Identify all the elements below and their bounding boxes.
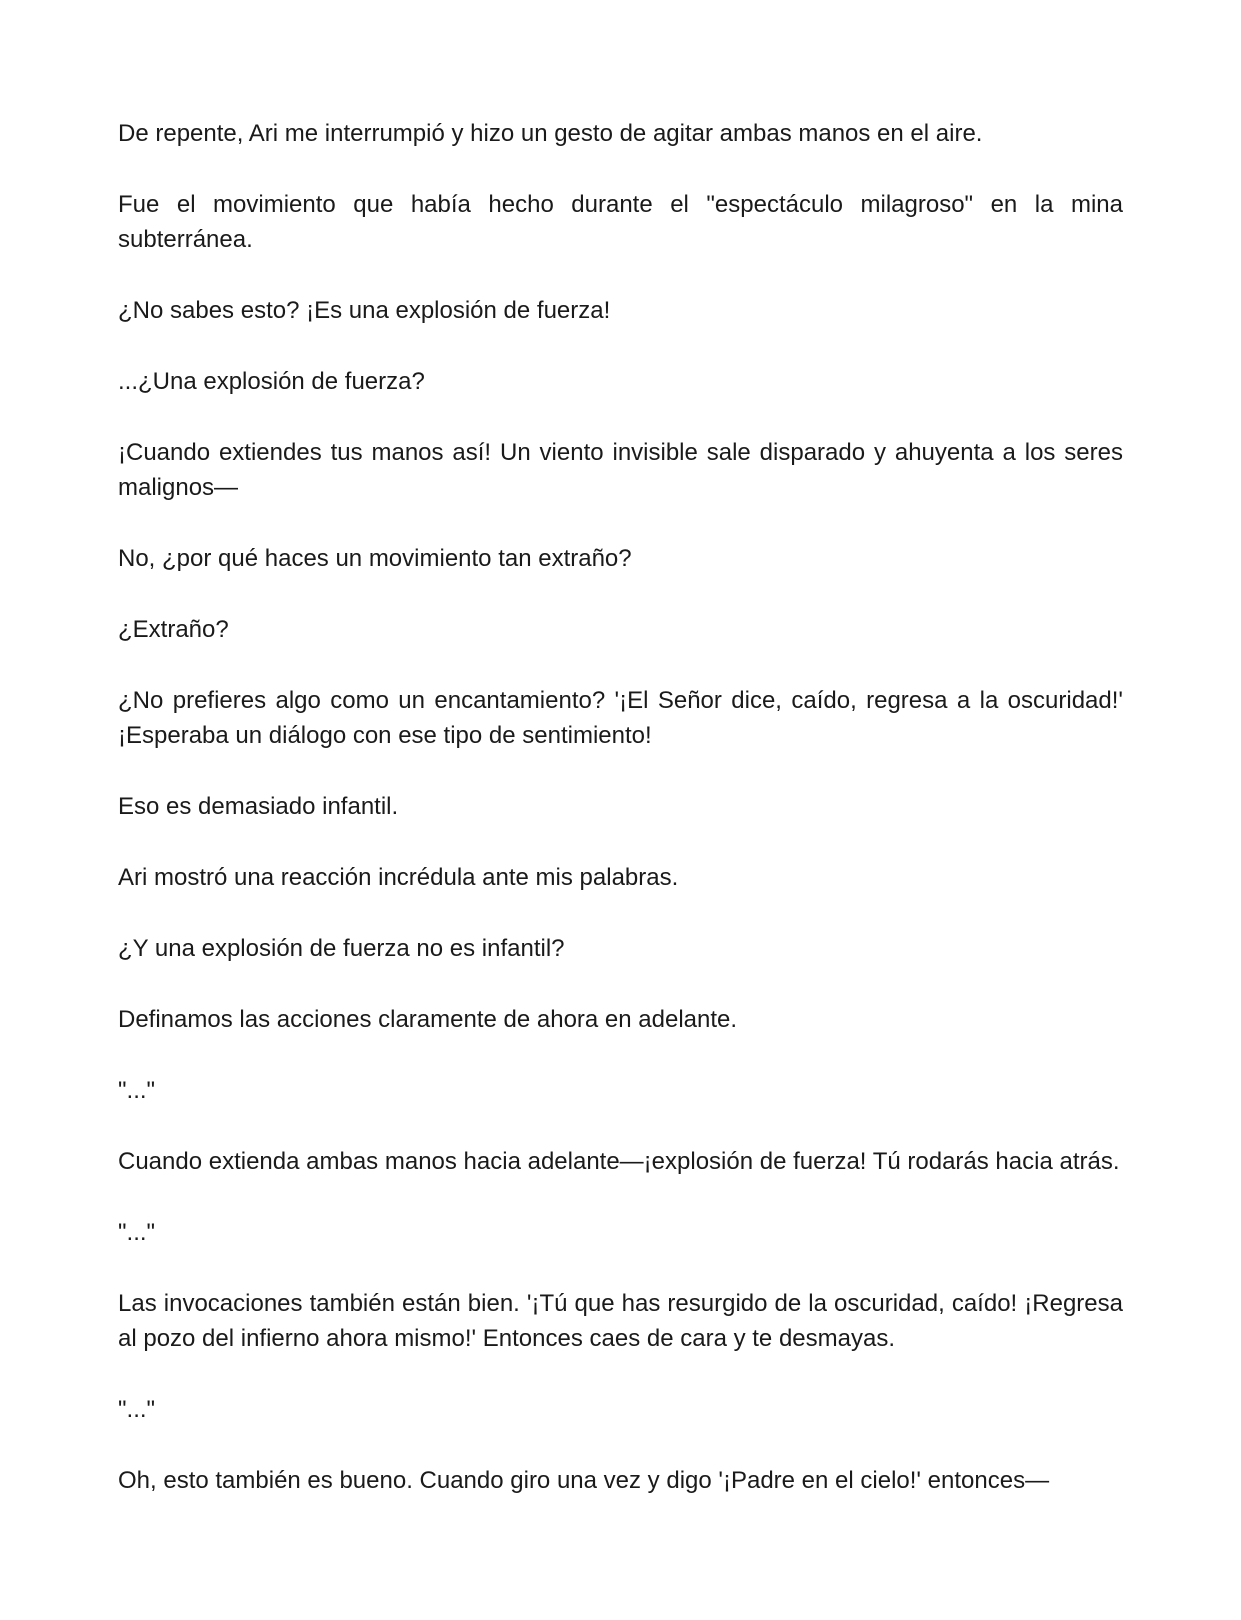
paragraph: "..." [118,1219,156,1246]
paragraph: Las invocaciones también están bien. '¡Tú que has resurgido de la oscuridad, caído! ¡Regresa al pozo del infierno ahora mismo!' Entonces caes de cara y te desmayas. [118,1290,1123,1352]
document-body [118,116,1123,1534]
paragraph: "..." [118,1396,156,1423]
paragraph: No, ¿por qué haces un movimiento tan extraño? [118,545,632,572]
paragraph: Ari mostró una reacción incrédula ante mis palabras. [118,864,679,891]
paragraph: ¿No prefieres algo como un encantamiento? '¡El Señor dice, caído, regresa a la oscuridad!' ¡Esperaba un diálogo con ese tipo de sentimiento! [118,687,1123,749]
paragraph: Definamos las acciones claramente de ahora en adelante. [118,1006,738,1033]
paragraph: Oh, esto también es bueno. Cuando giro una vez y digo '¡Padre en el cielo!' entonces— [118,1467,1050,1494]
paragraph: ¡Cuando extiendes tus manos así! Un viento invisible sale disparado y ahuyenta a los seres malignos— [118,439,1123,501]
paragraph: Cuando extienda ambas manos hacia adelante—¡explosión de fuerza! Tú rodarás hacia atrás. [118,1148,1120,1175]
paragraph: ...¿Una explosión de fuerza? [118,368,425,395]
paragraph: Fue el movimiento que había hecho durante el "espectáculo milagroso" en la mina subterránea. [118,191,1123,253]
paragraph: Eso es demasiado infantil. [118,793,399,820]
paragraph: De repente, Ari me interrumpió y hizo un gesto de agitar ambas manos en el aire. [118,120,983,147]
paragraph: ¿Y una explosión de fuerza no es infantil? [118,935,565,962]
paragraph: ¿Extraño? [118,616,229,643]
paragraph: ¿No sabes esto? ¡Es una explosión de fuerza! [118,297,611,324]
paragraph: "..." [118,1077,156,1104]
